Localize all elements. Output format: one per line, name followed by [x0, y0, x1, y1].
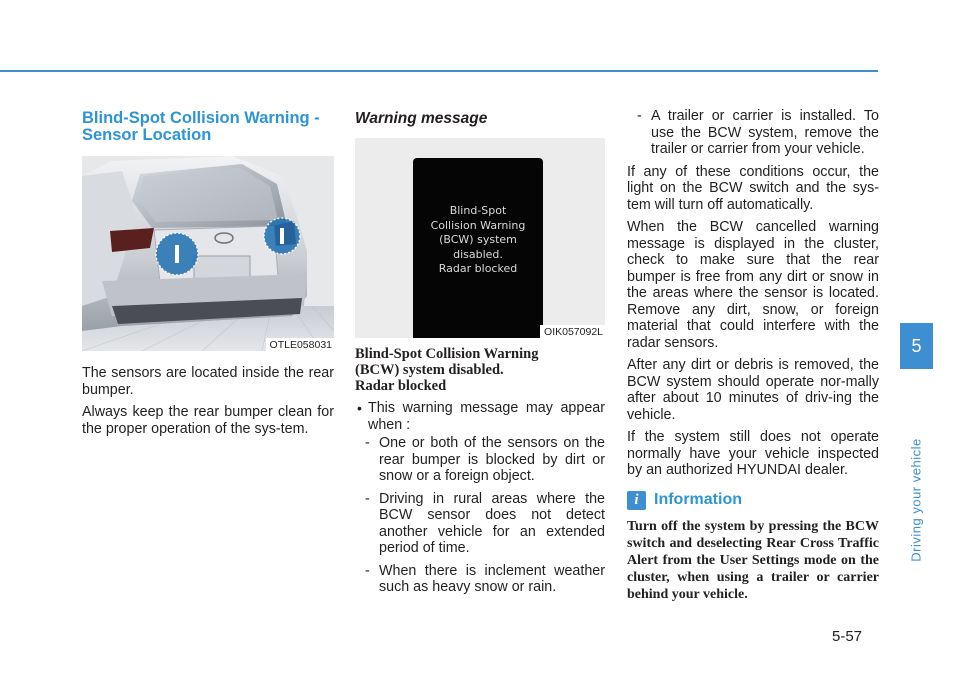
chapter-tab: 5	[900, 323, 933, 369]
condition-item: - One or both of the sensors on the rear bumper is blocked by dirt or snow or a foreign object.	[365, 435, 605, 484]
bullet-item: • This warning message may appear when :	[355, 400, 605, 433]
information-header	[627, 491, 879, 510]
condition-item: - When there is inclement weather such as heavy snow or rain.	[365, 562, 605, 595]
section-title	[82, 110, 334, 144]
paragraph: The sensors are located inside the rear bumper.	[82, 365, 334, 398]
condition-item: - Driving in rural areas where the BCW sensor does not detect another vehicle for an extended period of time.	[365, 490, 605, 556]
rear-bumper-illustration	[82, 156, 334, 351]
display-line: Blind-Spot	[449, 204, 507, 218]
figure-code: OTLE058031	[266, 338, 334, 351]
message-title-line1: Blind-Spot Collision Warning	[355, 346, 539, 362]
section-title-line2: Sensor Location	[82, 126, 212, 144]
condition-text: One or both of the sensors on the rear bumper is blocked by dirt or snow or a foreign object.	[379, 435, 605, 484]
chapter-label: Driving your vehicle	[908, 438, 924, 562]
condition-text: A trailer or carrier is installed. To use the BCW system, remove the trailer or carrier from your vehicle.	[651, 108, 879, 157]
display-line: Radar blocked	[438, 262, 518, 276]
paragraph: If the system still does not operate normally have your vehicle inspected by an authorized HYUNDAI dealer.	[627, 429, 879, 478]
figure-code: OIK057092L	[540, 325, 605, 338]
cluster-display	[413, 158, 543, 338]
message-title-line2: (BCW) system disabled.	[355, 362, 504, 378]
information-text: Turn off the system by pressing the BCW switch and deselecting Rear Cross Traffic Alert from the User Settings mode on the cluster, when using a trailer or carrier behind your vehicle.	[627, 518, 879, 602]
warning-heading: Warning message	[355, 110, 488, 127]
condition-text: When there is inclement weather such as heavy snow or rain.	[379, 562, 605, 595]
paragraph: After any dirt or debris is removed, the BCW system should operate nor-mally after about 10 minutes of driv-ing the vehicle.	[627, 357, 879, 423]
header-rule	[0, 70, 878, 72]
condition-text: Driving in rural areas where the BCW sensor does not detect another vehicle for an extended period of time.	[379, 490, 605, 556]
column-right	[627, 108, 879, 603]
display-line: Collision Warning	[430, 218, 526, 232]
column-middle	[355, 110, 605, 602]
sensor-location-figure	[82, 156, 334, 351]
display-line: disabled.	[453, 247, 503, 261]
cluster-message-figure	[355, 138, 605, 338]
info-icon: i	[627, 491, 646, 510]
column-left	[82, 110, 334, 443]
paragraph: If any of these conditions occur, the light on the BCW switch and the sys-tem will turn off automatically.	[627, 163, 879, 213]
display-line: (BCW) system	[439, 233, 517, 247]
paragraph: Always keep the rear bumper clean for the proper operation of the sys-tem.	[82, 404, 334, 437]
page-number: 5-57	[832, 628, 863, 645]
paragraph: When the BCW cancelled warning message is displayed in the cluster, check to make sure that the rear bumper is free from any dirt or snow in the areas where the sensor is located. Remove any dirt, snow, or foreign material that could interfere with the radar sensors.	[627, 219, 879, 351]
condition-item: - A trailer or carrier is installed. To use the BCW system, remove the trailer or carrier from your vehicle.	[637, 108, 879, 157]
message-title	[355, 346, 605, 394]
information-title: Information	[654, 491, 742, 508]
message-title-line3: Radar blocked	[355, 378, 447, 394]
section-title-line1: Blind-Spot Collision Warning -	[82, 109, 320, 127]
